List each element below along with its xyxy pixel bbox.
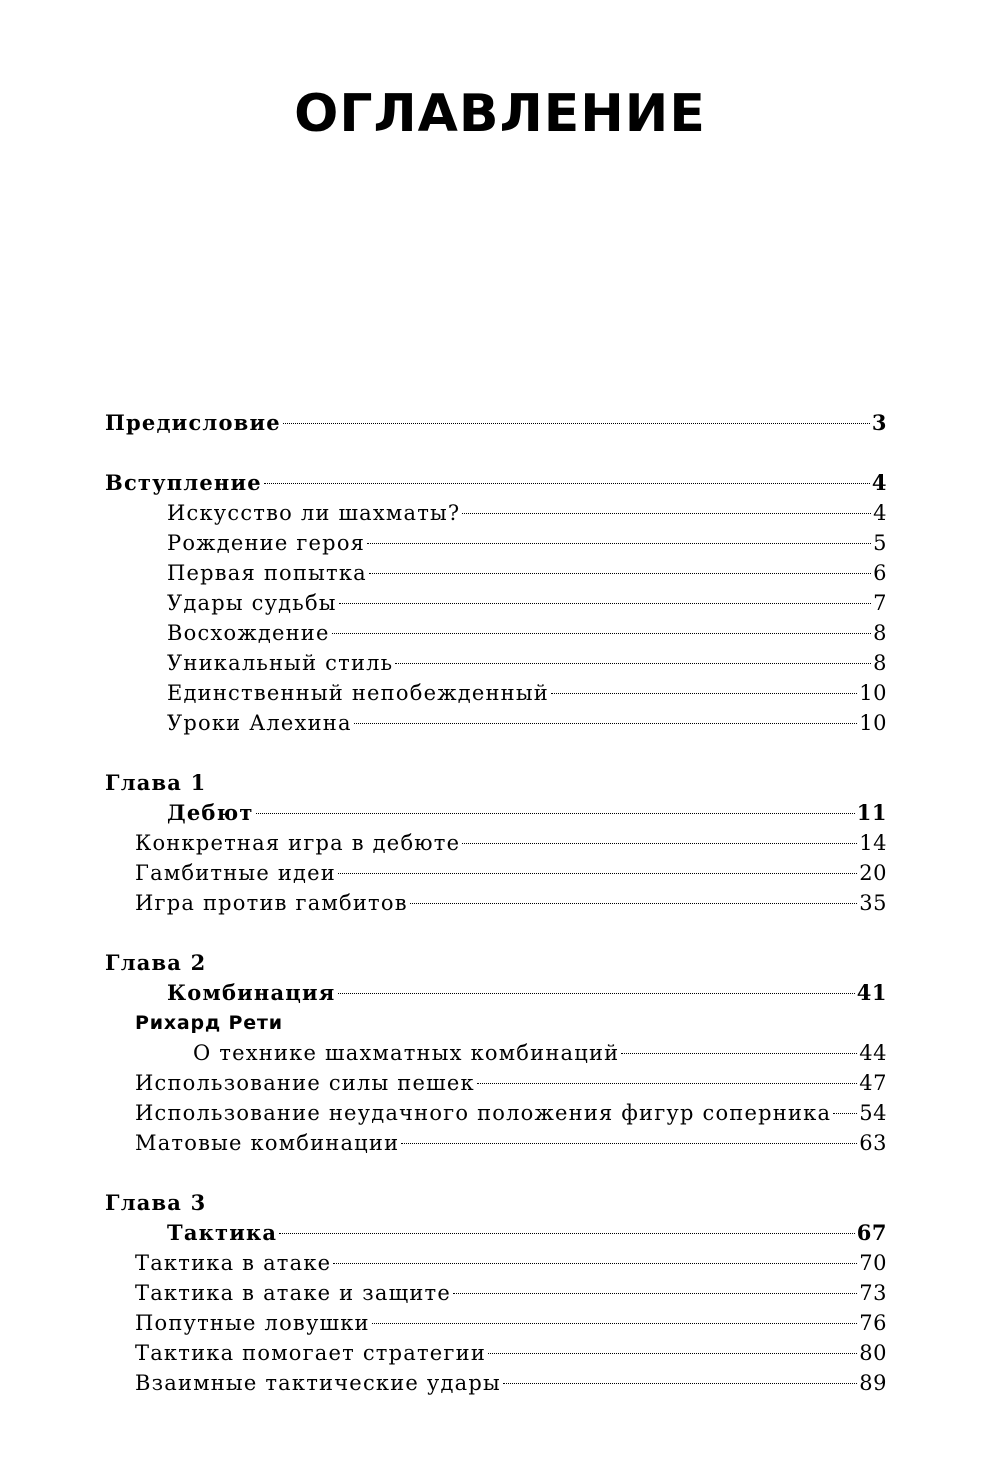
- dot-leader: [395, 663, 871, 664]
- dot-leader: [333, 1263, 857, 1264]
- toc-entry-label: Предисловие: [105, 410, 281, 435]
- toc-page-number: 4: [873, 501, 887, 525]
- toc-entry[interactable]: [105, 858, 887, 888]
- toc-entry[interactable]: [105, 588, 887, 618]
- toc-page-number: 67: [856, 1220, 887, 1245]
- toc-entry-preface[interactable]: [105, 408, 887, 438]
- toc-entry[interactable]: [105, 648, 887, 678]
- toc-page-number: 54: [859, 1101, 887, 1125]
- toc-page-number: 73: [859, 1281, 887, 1305]
- toc-entry-label: Первая попытка: [167, 561, 367, 585]
- toc-page-number: 6: [873, 561, 887, 585]
- dot-leader: [372, 1323, 858, 1324]
- dot-leader: [354, 723, 858, 724]
- toc-page-number: 80: [859, 1341, 887, 1365]
- page-title: ОГЛАВЛЕНИЕ: [294, 84, 706, 144]
- toc-page-number: 7: [873, 591, 887, 615]
- dot-leader: [401, 1143, 857, 1144]
- dot-leader: [833, 1113, 857, 1114]
- dot-leader: [369, 573, 871, 574]
- dot-leader: [279, 1233, 855, 1234]
- toc-page-number: 63: [859, 1131, 887, 1155]
- toc-page-number: 8: [873, 621, 887, 645]
- toc-entry[interactable]: [105, 1098, 887, 1128]
- toc-entry-label: Игра против гамбитов: [135, 891, 408, 915]
- toc-entry[interactable]: [105, 618, 887, 648]
- toc-entry-label: Единственный непобежденный: [167, 681, 549, 705]
- dot-leader: [488, 1353, 857, 1354]
- toc-entry-chapter-title[interactable]: [105, 978, 887, 1008]
- toc-entry-label: Вступление: [105, 470, 262, 495]
- toc-page-number: 5: [873, 531, 887, 555]
- toc-entry[interactable]: [105, 1368, 887, 1398]
- dot-leader: [462, 513, 871, 514]
- toc-entry-label: О технике шахматных комбинаций: [193, 1041, 620, 1065]
- toc-entry-label: Уникальный стиль: [167, 651, 394, 675]
- toc-entry-label: Восхождение: [167, 621, 330, 645]
- toc-page-number: 10: [859, 711, 887, 735]
- dot-leader: [462, 843, 857, 844]
- dot-leader: [621, 1053, 857, 1054]
- toc-entry-label: Удары судьбы: [167, 591, 337, 615]
- toc-page-number: 14: [859, 831, 887, 855]
- toc-entry-label: Искусство ли шахматы?: [167, 501, 461, 525]
- dot-leader: [410, 903, 858, 904]
- toc-entry-label: Взаимные тактические удары: [135, 1371, 501, 1395]
- toc-entry-label: Уроки Алехина: [167, 711, 352, 735]
- toc-entry-chapter-title[interactable]: [105, 798, 887, 828]
- toc-page-number: 4: [871, 470, 887, 495]
- toc-entry-label: Использование силы пешек: [135, 1071, 475, 1095]
- toc-entry-label: Конкретная игра в дебюте: [135, 831, 461, 855]
- toc-page-number: 41: [856, 980, 887, 1005]
- toc-page-number: 89: [859, 1371, 887, 1395]
- toc-entry[interactable]: [105, 1338, 887, 1368]
- toc-entry-label: Тактика в атаке и защите: [135, 1281, 451, 1305]
- toc-entry-label: Попутные ловушки: [135, 1311, 370, 1335]
- toc-entry[interactable]: [105, 1068, 887, 1098]
- chapter-heading: Глава 3: [105, 1190, 207, 1215]
- toc-entry-chapter-title[interactable]: [105, 1218, 887, 1248]
- toc-entry[interactable]: [105, 888, 887, 918]
- toc-page-number: 70: [859, 1251, 887, 1275]
- dot-leader: [367, 543, 871, 544]
- toc-entry[interactable]: [105, 678, 887, 708]
- dot-leader: [503, 1383, 857, 1384]
- toc-entry[interactable]: [105, 498, 887, 528]
- toc-entry[interactable]: [105, 1248, 887, 1278]
- toc-entry[interactable]: [105, 1278, 887, 1308]
- dot-leader: [283, 423, 870, 424]
- toc-entry-label: Матовые комбинации: [135, 1131, 400, 1155]
- toc-page-number: 11: [856, 800, 887, 825]
- toc-page-number: 20: [859, 861, 887, 885]
- toc-entry-label: Тактика: [167, 1220, 278, 1245]
- toc-entry[interactable]: [105, 828, 887, 858]
- toc-entry-label: Тактика помогает стратегии: [135, 1341, 487, 1365]
- dot-leader: [551, 693, 857, 694]
- toc-entry[interactable]: [105, 558, 887, 588]
- table-of-contents: [105, 408, 887, 1398]
- dot-leader: [264, 483, 870, 484]
- toc-entry-article[interactable]: [105, 1038, 887, 1068]
- toc-page-number: 10: [859, 681, 887, 705]
- toc-page-number: 8: [873, 651, 887, 675]
- dot-leader: [477, 1083, 857, 1084]
- toc-entry[interactable]: [105, 708, 887, 738]
- toc-entry[interactable]: [105, 1128, 887, 1158]
- toc-entry-label: Комбинация: [167, 980, 336, 1005]
- toc-entry[interactable]: [105, 1308, 887, 1338]
- dot-leader: [339, 603, 871, 604]
- chapter-heading: Глава 1: [105, 770, 207, 795]
- toc-entry-label: Тактика в атаке: [135, 1251, 332, 1275]
- toc-entry-label: Гамбитные идеи: [135, 861, 336, 885]
- dot-leader: [256, 813, 855, 814]
- dot-leader: [338, 993, 855, 994]
- toc-entry-intro[interactable]: [105, 468, 887, 498]
- toc-entry-label: Рождение героя: [167, 531, 366, 555]
- toc-page-number: 35: [859, 891, 887, 915]
- chapter-heading: Глава 2: [105, 950, 207, 975]
- toc-page-number: 47: [859, 1071, 887, 1095]
- toc-page-number: 3: [871, 410, 887, 435]
- toc-page-number: 44: [859, 1041, 887, 1065]
- toc-page-number: 76: [859, 1311, 887, 1335]
- toc-entry-label: Дебют: [167, 800, 254, 825]
- dot-leader: [338, 873, 857, 874]
- dot-leader: [332, 633, 872, 634]
- toc-entry-label: Использование неудачного положения фигур соперника: [135, 1101, 832, 1125]
- toc-entry[interactable]: [105, 528, 887, 558]
- dot-leader: [453, 1293, 857, 1294]
- author-name: Рихард Рети: [135, 1012, 283, 1034]
